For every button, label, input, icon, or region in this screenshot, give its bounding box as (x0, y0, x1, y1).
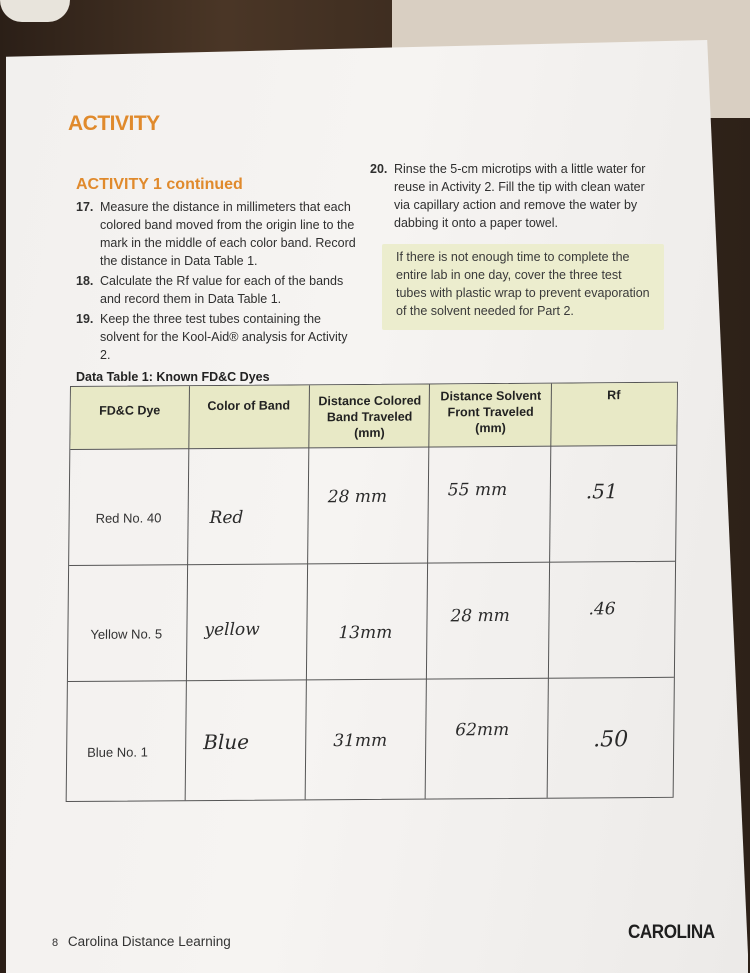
step-number: 18. (76, 274, 94, 288)
row-3-rf: .50 (593, 727, 629, 753)
step-text: Measure the distance in millimeters that each colored band moved from the origin line to the mark in the middle of each color band. Record the distance in Data Table 1. (100, 200, 356, 268)
subsection-title: ACTIVITY 1 continued (76, 176, 243, 193)
step-number: 17. (76, 200, 94, 214)
row-1-rf: .51 (585, 479, 618, 504)
row-1-color: Red (209, 507, 244, 529)
row-1-dye: Red No. 40 (95, 510, 162, 526)
step-text: Keep the three test tubes containing the solvent for the Kool-Aid® analysis for Activity 2. (100, 312, 348, 362)
step-19 (76, 310, 358, 364)
row-2-dye: Yellow No. 5 (90, 626, 163, 642)
row-divider (69, 561, 675, 566)
step-number: 19. (76, 312, 94, 326)
header-fdc-dye: FD&C Dye (99, 403, 161, 418)
row-2-rf: .46 (588, 599, 616, 620)
header-color-of-band: Color of Band (207, 398, 291, 414)
row-divider (68, 677, 674, 682)
row-3-color: Blue (203, 729, 250, 755)
step-number: 20. (370, 162, 388, 176)
section-title: ACTIVITY (68, 112, 160, 135)
header-distance-band: Distance Colored Band Traveled (mm) (318, 393, 422, 441)
row-3-solvent: 62mm (455, 719, 510, 741)
step-text: Calculate the Rf value for each of the bands and record them in Data Table 1. (100, 274, 344, 306)
row-2-solvent: 28 mm (450, 605, 510, 627)
header-distance-solvent: Distance Solvent Front Traveled (mm) (440, 388, 542, 436)
row-1-solvent: 55 mm (447, 479, 508, 501)
row-3-dye: Blue No. 1 (87, 744, 148, 760)
row-1-band: 28 mm (327, 486, 388, 508)
header-rf: Rf (607, 388, 621, 403)
page-number: 8 (52, 937, 59, 949)
footer (52, 934, 231, 949)
footer-text: Carolina Distance Learning (67, 934, 231, 949)
table-title: Data Table 1: Known FD&C Dyes (76, 370, 270, 384)
row-3-band: 31mm (333, 730, 388, 752)
step-text: Rinse the 5-cm microtips with a little water for reuse in Activity 2. Fill the tip with clean water via capillary action and remove the water by dabbing it onto a paper towel. (394, 162, 646, 230)
step-17 (76, 198, 358, 270)
carolina-logo: CAROLINA (628, 922, 715, 943)
data-table (66, 382, 678, 802)
step-20 (370, 160, 652, 232)
cup-edge (0, 0, 70, 22)
step-18 (76, 272, 358, 308)
note-text: If there is not enough time to complete the entire lab in one day, cover the three test tubes with plastic wrap to prevent evaporation of the solvent needed for Part 2. (396, 250, 650, 318)
row-2-color: yellow (204, 619, 260, 641)
row-2-band: 13mm (338, 622, 393, 644)
